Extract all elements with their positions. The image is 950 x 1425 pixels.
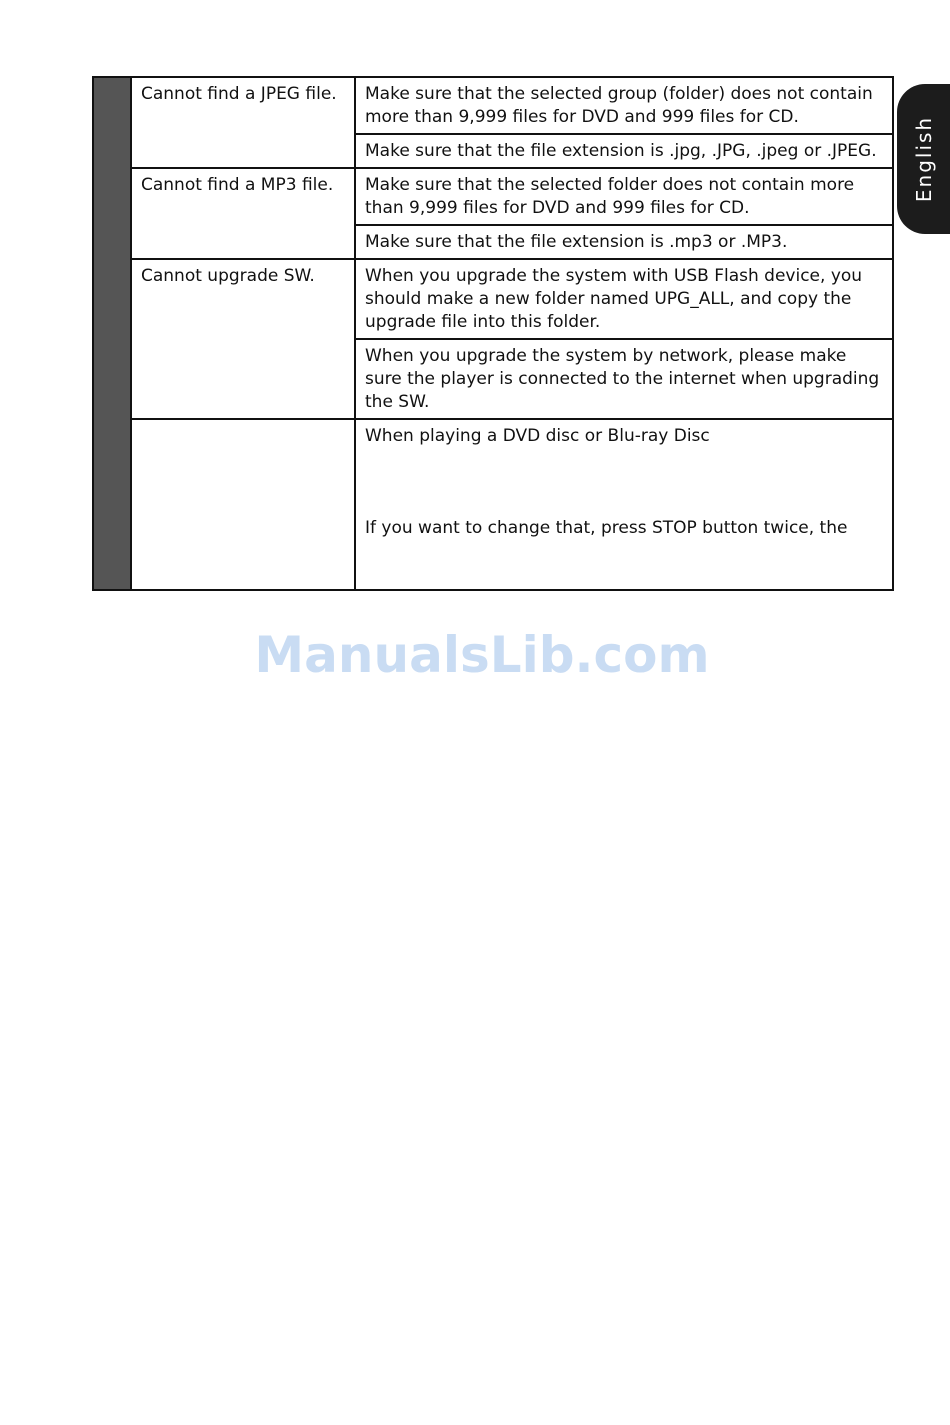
solution-text: When you upgrade the system with USB Flash device, you should make a new folder named UPG_ALL, and copy the upgrade file into this folder. [365,266,863,332]
solution-cell [355,419,893,590]
solution-cell [355,225,893,259]
problem-text: Cannot upgrade SW. [141,266,315,286]
problem-cell [131,77,355,168]
table-row [93,259,893,339]
problem-cell [131,259,355,419]
table-row [93,168,893,225]
solution-text: Make sure that the file extension is .jpg, .JPG, .jpeg or .JPEG. [365,141,877,161]
problem-cell [131,168,355,259]
blank-space [365,448,884,517]
troubleshooting-table [92,76,894,591]
problem-text: Cannot find a MP3 file. [141,175,334,195]
solution-text: When playing a DVD disc or Blu-ray Disc [365,426,710,446]
solution-cell [355,77,893,134]
solution-cell [355,168,893,225]
language-tab-label: English [911,115,936,203]
solution-text: Make sure that the file extension is .mp3 or .MP3. [365,232,788,252]
problem-cell [131,419,355,590]
solution-text: Make sure that the selected group (folder) does not contain more than 9,999 files for DVD and 999 files for CD. [365,84,873,127]
watermark: ManualsLib.com [254,626,710,684]
section-sidebar [93,77,131,590]
solution-cell [355,339,893,419]
table-row [93,77,893,134]
language-tab [897,84,950,234]
solution-text: Make sure that the selected folder does not contain more than 9,999 files for DVD and 999 files for CD. [365,175,855,218]
solution-text: When you upgrade the system by network, please make sure the player is connected to the internet when upgrading the SW. [365,346,880,412]
solution-cell [355,259,893,339]
problem-text: Cannot find a JPEG file. [141,84,337,104]
solution-cell [355,134,893,168]
solution-text: If you want to change that, press STOP button twice, the [365,518,848,538]
